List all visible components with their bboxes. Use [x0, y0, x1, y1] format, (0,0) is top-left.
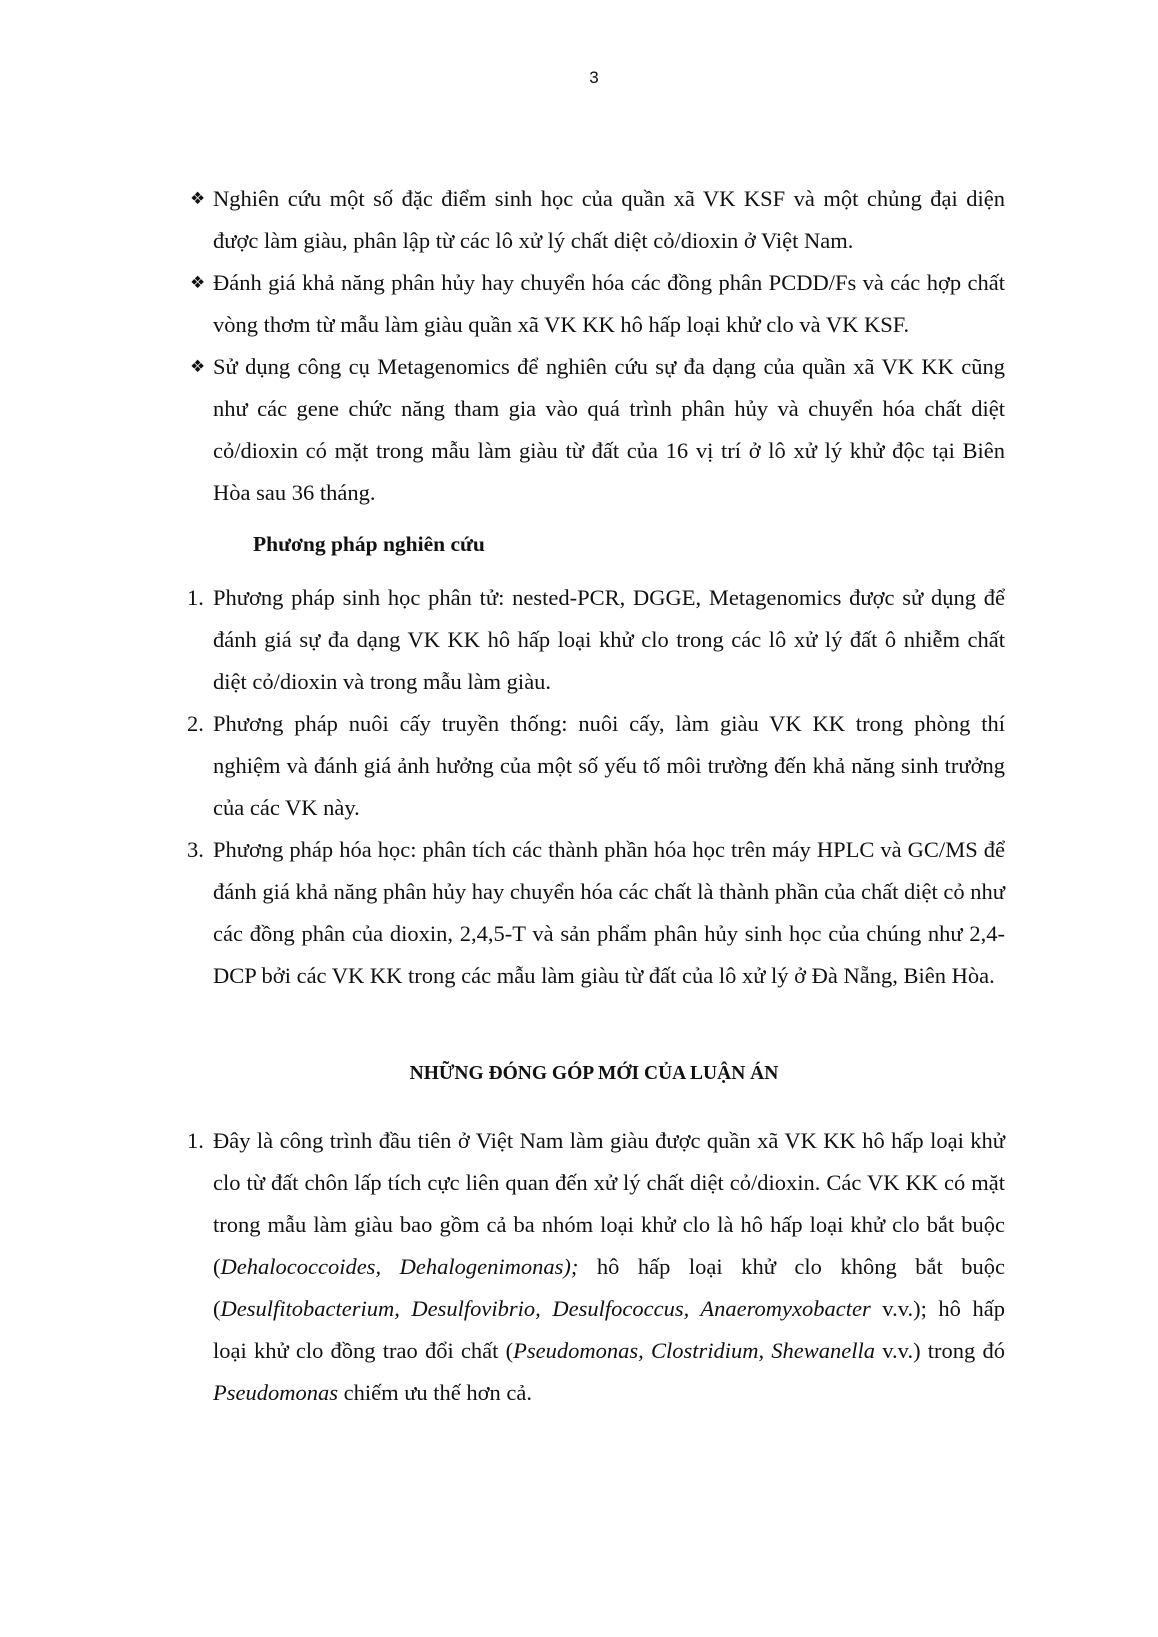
- list-item: [190, 346, 1005, 514]
- taxon-names: Desulfitobacterium, Desulfovibrio, Desulfococcus, Anaeromyxobacter: [220, 1296, 871, 1321]
- objectives-list: [190, 178, 1005, 514]
- list-item-text: Phương pháp sinh học phân tử: nested-PCR, DGGE, Metagenomics được sử dụng để đánh giá sự đa dạng VK KK hô hấp loại khử clo trong các lô xử lý đất ô nhiễm chất diệt cỏ/dioxin và trong mẫu làm giàu.: [213, 585, 1005, 694]
- taxon-names: Pseudomonas, Clostridium, Shewanella: [513, 1338, 876, 1363]
- list-item: [187, 703, 1005, 829]
- methods-heading: Phương pháp nghiên cứu: [253, 532, 485, 556]
- text-run: hô hấp loại khử clo không bắt buộc (: [213, 1254, 1006, 1321]
- list-item: [187, 829, 1005, 997]
- list-item: [190, 262, 1005, 346]
- list-number: 2.: [187, 711, 204, 736]
- list-number: 3.: [187, 837, 204, 862]
- list-item-text: Phương pháp hóa học: phân tích các thành phần hóa học trên máy HPLC và GC/MS để đánh giá khả năng phân hủy hay chuyển hóa các chất là thành phần của chất diệt cỏ như các đồng phân của dioxin, 2,4,5-T và sản phẩm phân hủy sinh học của chúng như 2,4-DCP bởi các VK KK trong các mẫu làm giàu từ đất của lô xử lý ở Đà Nẵng, Biên Hòa.: [213, 837, 1005, 988]
- list-item-text: [213, 1128, 1005, 1405]
- text-run: v.v.); hô hấp loại khử clo đồng trao đổi chất (: [213, 1296, 1005, 1363]
- list-item-text: Đánh giá khả năng phân hủy hay chuyển hóa các đồng phân PCDD/Fs và các hợp chất vòng thơm từ mẫu làm giàu quần xã VK KK hô hấp loại khử clo và VK KSF.: [213, 270, 1005, 337]
- text-run: chiếm ưu thế hơn cả.: [338, 1380, 533, 1405]
- contributions-heading: NHỮNG ĐÓNG GÓP MỚI CỦA LUẬN ÁN: [409, 1063, 779, 1084]
- list-item-text: Sử dụng công cụ Metagenomics để nghiên cứu sự đa dạng của quần xã VK KK cũng như các gene chức năng tham gia vào quá trình phân hủy và chuyển hóa chất diệt cỏ/dioxin có mặt trong mẫu làm giàu từ đất của 16 vị trí ở lô xử lý khử độc tại Biên Hòa sau 36 tháng.: [213, 354, 1005, 505]
- list-number: 1.: [187, 585, 204, 610]
- list-number: 1.: [187, 1128, 204, 1153]
- list-item-text: Phương pháp nuôi cấy truyền thống: nuôi cấy, làm giàu VK KK trong phòng thí nghiệm và đánh giá ảnh hưởng của một số yếu tố môi trường đến khả năng sinh trưởng của các VK này.: [213, 711, 1005, 820]
- page-number: 3: [589, 68, 599, 87]
- list-item: [190, 178, 1005, 262]
- methods-list: [187, 577, 1005, 997]
- list-item-text: Nghiên cứu một số đặc điểm sinh học của quần xã VK KSF và một chủng đại diện được làm giàu, phân lập từ các lô xử lý chất diệt cỏ/dioxin ở Việt Nam.: [213, 186, 1005, 253]
- taxon-names: Pseudomonas: [213, 1380, 338, 1405]
- text-run: Đây là công trình đầu tiên ở Việt Nam làm giàu được quần xã VK KK hô hấp loại khử clo từ đất chôn lấp tích cực liên quan đến xử lý chất diệt cỏ/dioxin. Các VK KK có mặt trong mẫu làm giàu bao gồm cả ba nhóm loại khử clo là hô hấp loại khử clo bắt buộc (: [213, 1128, 1005, 1279]
- taxon-names: Dehalococcoides, Dehalogenimonas);: [220, 1254, 579, 1279]
- list-item: [187, 577, 1005, 703]
- diamond-bullet-icon: ❖: [190, 189, 206, 209]
- list-item: [187, 1120, 1006, 1414]
- text-run: v.v.) trong đó: [875, 1338, 1005, 1363]
- diamond-bullet-icon: ❖: [190, 273, 206, 293]
- diamond-bullet-icon: ❖: [190, 357, 206, 377]
- contributions-list: [187, 1120, 1006, 1414]
